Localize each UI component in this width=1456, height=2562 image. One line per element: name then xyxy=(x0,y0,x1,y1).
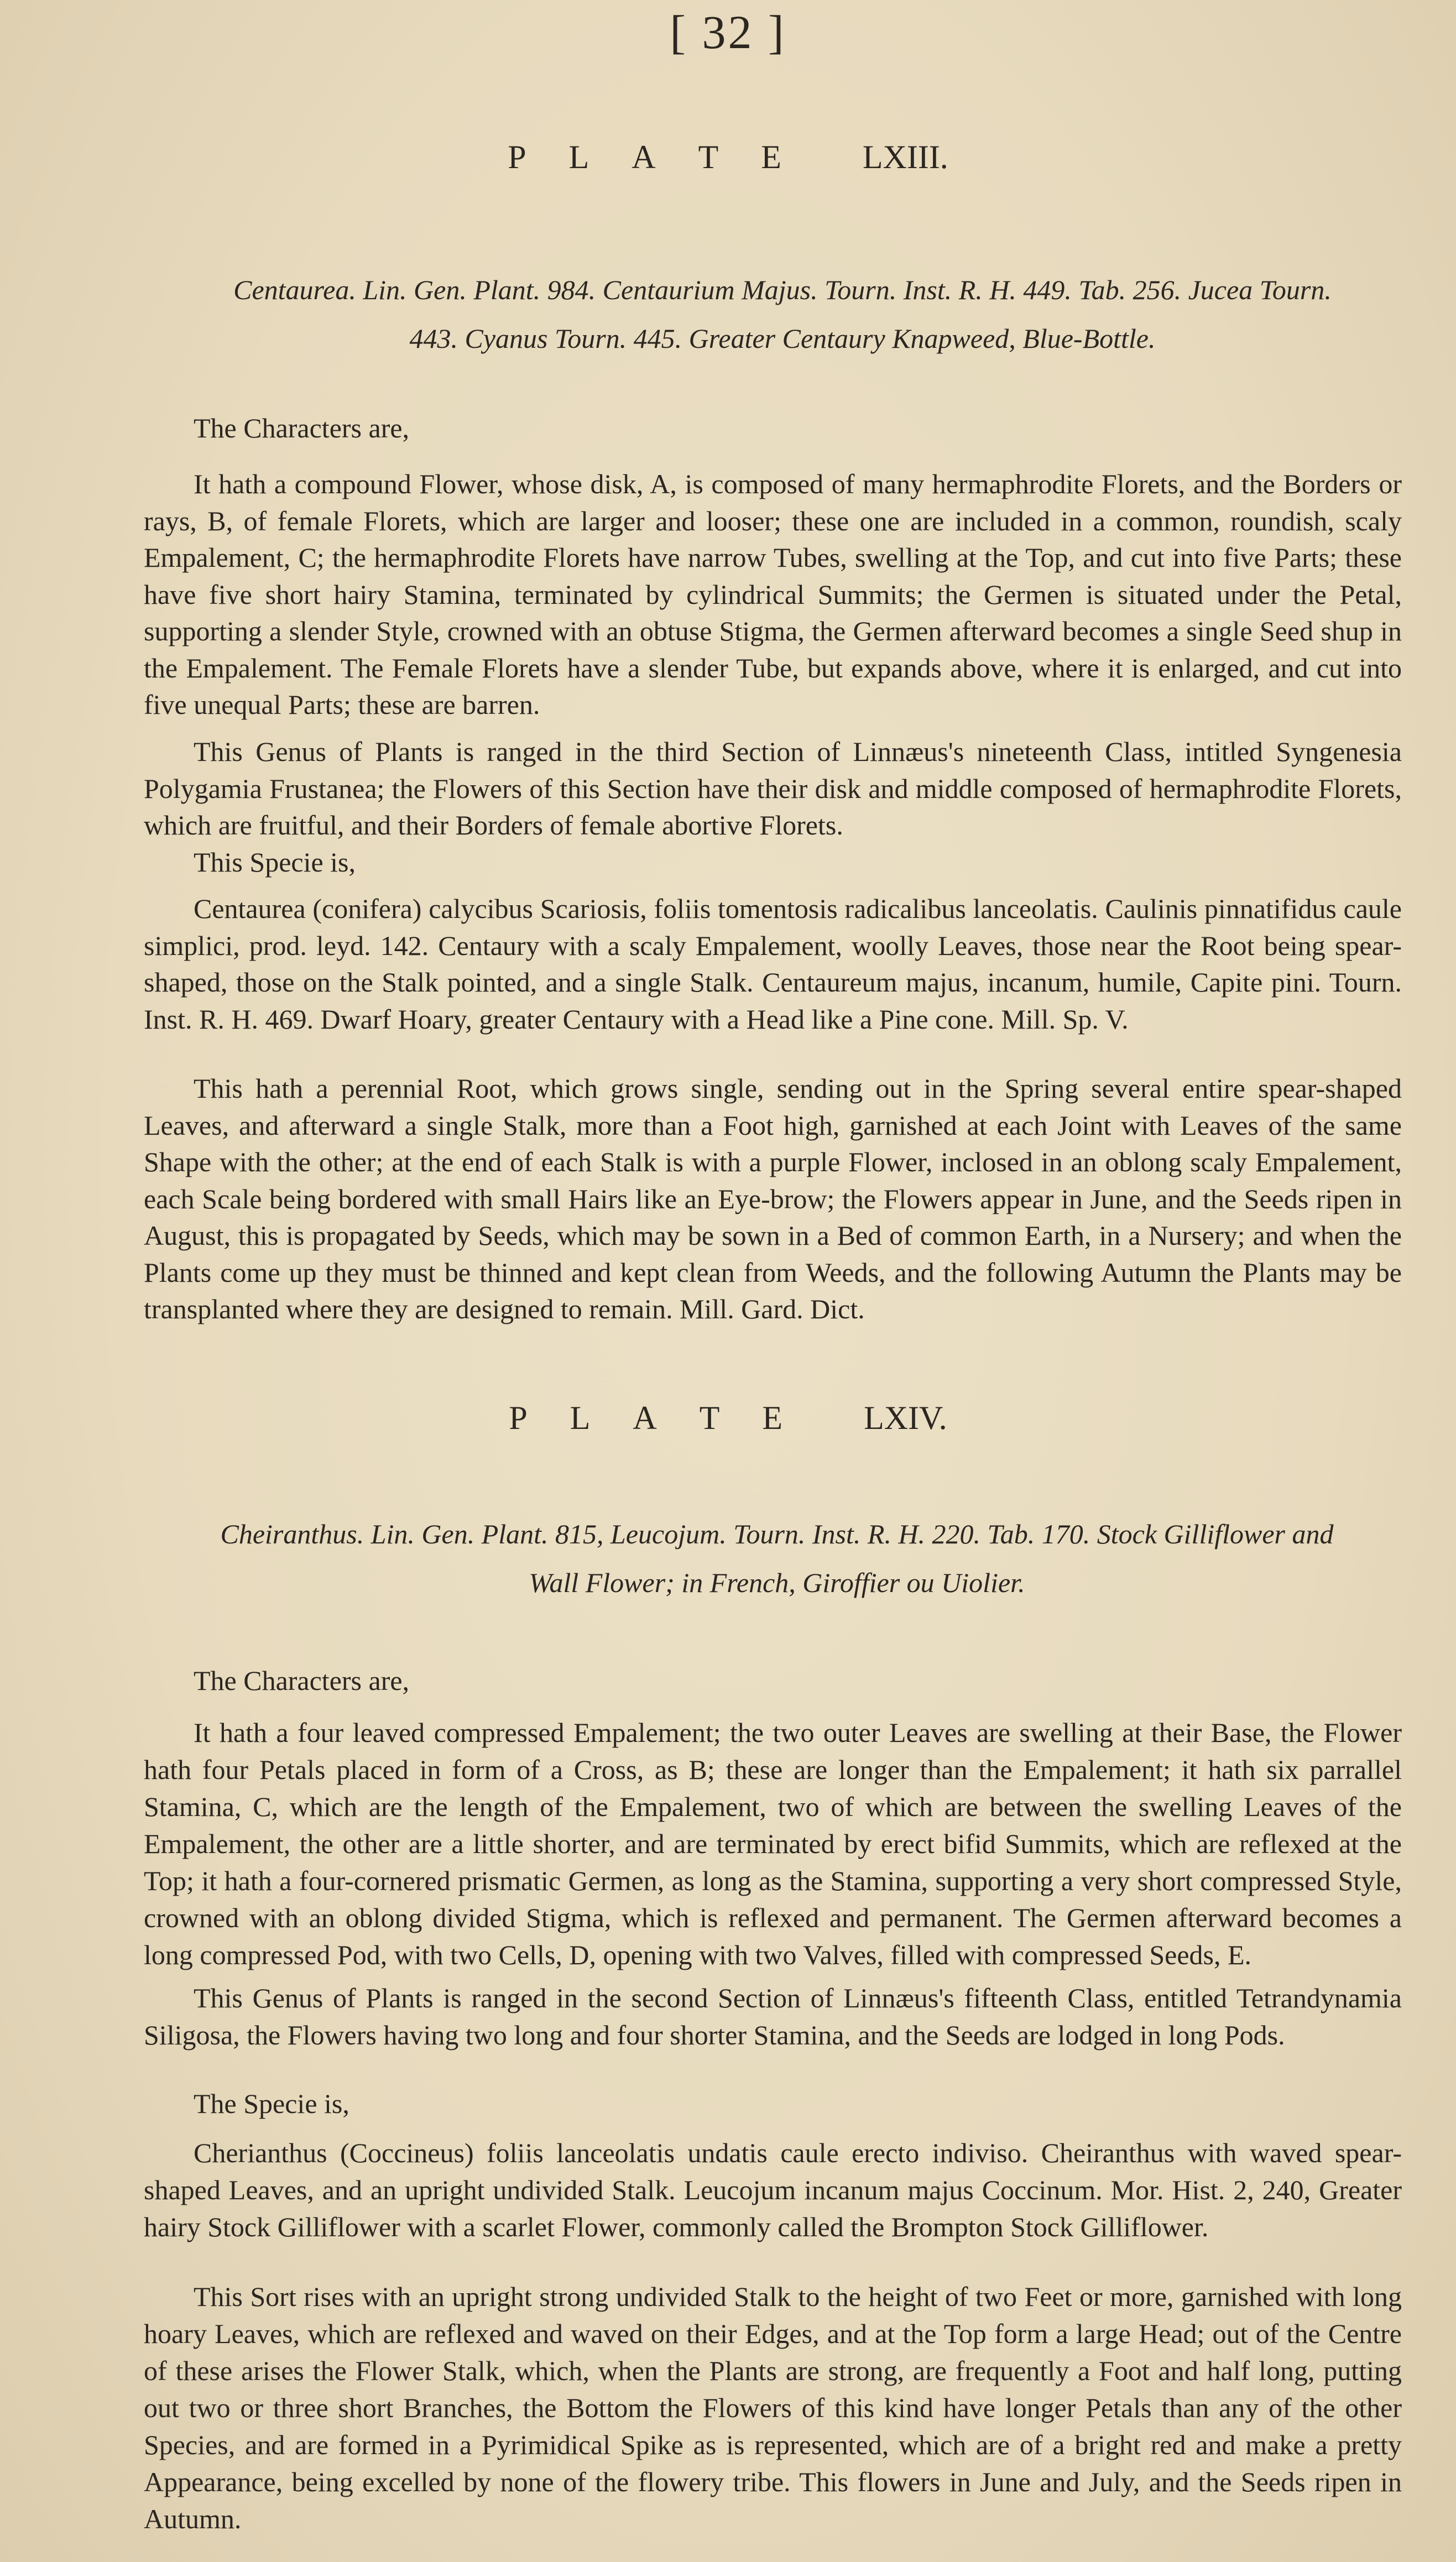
plate-letter: P xyxy=(508,139,526,175)
classification-paragraph: This Genus of Plants is ranged in the third Section of Linnæus's nineteenth Class, intitled Syngenesia Polygamia Frustanea; the Flowers of this Section have their disk and middle composed of hermaphrodite Florets, which are fruitful, and their Borders of female abortive Florets. xyxy=(144,736,1402,841)
plate-heading-lxiii xyxy=(0,138,1456,176)
plate-reference xyxy=(138,1510,1416,1607)
specie-heading: The Specie is, xyxy=(194,2088,349,2119)
culture-paragraph: This hath a perennial Root, which grows single, sending out in the Spring several entire spear-shaped Leaves, and afterward a single Stalk, more than a Foot high, garnished at each Joint with Leaves of the same Shape with the other; at the end of each Stalk is with a purple Flower, inclosed in an oblong scaly Empalement, each Scale being bordered with small Hairs like an Eye-brow; the Flowers appear in June, and the Seeds ripen in August, this is propagated by Seeds, which may be sown in a Bed of common Earth, in a Nursery; and when the Plants come up they must be thinned and kept clean from Weeds, and the following Autumn the Plants may be transplanted where they are designed to remain. Mill. Gard. Dict. xyxy=(144,1073,1402,1324)
plate-heading-lxiv xyxy=(0,1399,1456,1437)
plate-letter: T xyxy=(698,139,719,175)
plate-letter: L xyxy=(568,139,589,175)
description-paragraph: It hath a four leaved compressed Empalement; the two outer Leaves are swelling at their Base, the Flower hath four Petals placed in form of a Cross, as B; these are longer than the Empalement; it hath six parrallel Stamina, C, which are the length of the Empalement, two of which are between the swelling Leaves of the Empalement, the other are a little shorter, and are terminated by erect bifid Summits, which are reflexed at the Top; it hath a four-cornered prismatic Germen, as long as the Stamina, supporting a very short compressed Style, crowned with an oblong divided Stigma, which is reflexed and permanent. The Germen afterward becomes a long compressed Pod, with two Cells, D, opening with two Valves, filled with compressed Seeds, E. xyxy=(144,1717,1402,1970)
culture-paragraph: This Sort rises with an upright strong undivided Stalk to the height of two Feet or more, garnished with long hoary Leaves, which are reflexed and waved on their Edges, and at the Top form a large Head; out of the Centre of these arises the Flower Stalk, which, when the Plants are strong, are frequently a Foot and half long, putting out two or three short Branches, the Bottom the Flowers of this kind have longer Petals than any of the other Species, and are formed in a Pyrimidical Spike as is represented, which are of a bright red and make a pretty Appearance, being excelled by none of the flowery tribe. This flowers in June and July, and the Seeds ripen in Autumn. xyxy=(144,2281,1402,2534)
plate-numeral: LXIV. xyxy=(864,1400,947,1436)
plate-numeral: LXIII. xyxy=(862,139,948,175)
plate-reference xyxy=(138,265,1427,363)
reference-line: 443. Cyanus Tourn. 445. Greater Centaury Knapweed, Blue-Bottle. xyxy=(409,323,1156,354)
reference-line: Wall Flower; in French, Giroffier ou Uiolier. xyxy=(529,1567,1025,1598)
plate-letter: T xyxy=(699,1400,720,1436)
reference-line: Centaurea. Lin. Gen. Plant. 984. Centaurium Majus. Tourn. Inst. R. H. 449. Tab. 256. Jucea Tourn. xyxy=(233,274,1332,305)
plate-letter: L xyxy=(570,1400,591,1436)
description-paragraph: It hath a compound Flower, whose disk, A, is composed of many hermaphrodite Florets, and the Borders or rays, B, of female Florets, which are larger and looser; these one are included in a common, roundish, scaly Empalement, C; the hermaphrodite Florets have narrow Tubes, swelling at the Top, and cut into five Parts; these have five short hairy Stamina, terminated by cylindrical Summits; the Germen is situated under the Petal, supporting a slender Style, crowned with an obtuse Stigma, the Germen afterward becomes a single Seed shup in the Empalement. The Female Florets have a slender Tube, but expands above, where it is enlarged, and cut into five unequal Parts; these are barren. xyxy=(144,468,1402,720)
characters-heading: The Characters are, xyxy=(194,1665,410,1696)
specie-heading: This Specie is, xyxy=(194,847,356,878)
plate-letter: E xyxy=(761,139,781,175)
specie-paragraph: Cherianthus (Coccineus) foliis lanceolatis undatis caule erecto indiviso. Cheiranthus with waved spear-shaped Leaves, and an upright undivided Stalk. Leucojum incanum majus Coccinum. Mor. Hist. 2, 240, Greater hairy Stock Gilliflower with a scarlet Flower, commonly called the Brompton Stock Gilliflower. xyxy=(144,2137,1402,2242)
page-number: [ 32 ] xyxy=(670,6,786,59)
plate-letter: P xyxy=(509,1400,528,1436)
classification-paragraph: This Genus of Plants is ranged in the second Section of Linnæus's fifteenth Class, entitled Tetrandynamia Siligosa, the Flowers having two long and four shorter Stamina, and the Seeds are lodged in long Pods. xyxy=(144,1982,1402,2050)
specie-paragraph: Centaurea (conifera) calycibus Scariosis, foliis tomentosis radicalibus lanceolatis. Caulinis pinnatifidus caule simplici, prod. leyd. 142. Centaury with a scaly Empalement, woolly Leaves, those near the Root being spear-shaped, those on the Stalk pointed, and a single Stalk. Centaureum majus, incanum, humile, Capite pini. Tourn. Inst. R. H. 469. Dwarf Hoary, greater Centaury with a Head like a Pine cone. Mill. Sp. V. xyxy=(144,893,1402,1035)
reference-line: Cheiranthus. Lin. Gen. Plant. 815, Leucojum. Tourn. Inst. R. H. 220. Tab. 170. Stock Gilliflower and xyxy=(220,1519,1334,1549)
plate-letter: A xyxy=(633,1400,657,1436)
plate-letter: A xyxy=(632,139,656,175)
characters-heading: The Characters are, xyxy=(194,413,410,443)
plate-letter: E xyxy=(762,1400,783,1436)
